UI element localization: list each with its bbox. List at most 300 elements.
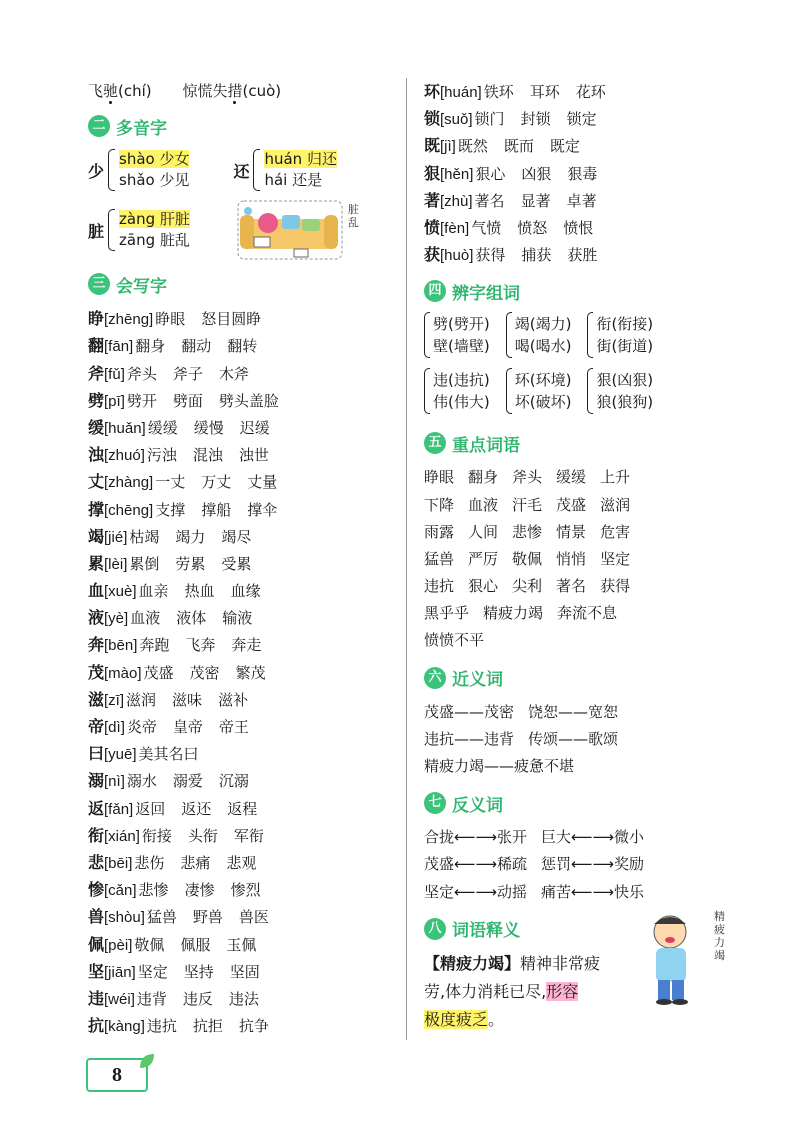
example-word: 狠心 xyxy=(475,164,506,183)
reading-b: hái 还是 xyxy=(264,171,323,190)
pair-word: 竭(竭力) xyxy=(514,315,572,334)
example-word: 丈量 xyxy=(247,473,278,492)
antonym-pair: 茂盛⟵⟶稀疏 xyxy=(424,855,528,874)
key-word-row xyxy=(424,519,744,546)
char: 环 xyxy=(424,82,441,101)
key-word: 猛兽 xyxy=(424,549,455,568)
definition-highlight: 极度疲乏 xyxy=(424,1009,489,1029)
pinyin: [fèn] xyxy=(440,219,470,237)
example-word: 敬佩 xyxy=(134,935,165,954)
example-word: 热血 xyxy=(184,582,215,601)
example-word: 坚定 xyxy=(137,962,168,981)
synonym-pair-row xyxy=(424,699,744,726)
char: 愤 xyxy=(424,217,441,237)
example-word: 佩服 xyxy=(180,935,211,954)
key-word-list xyxy=(424,464,744,654)
char-entry xyxy=(88,931,388,958)
example-word: 惨烈 xyxy=(230,881,261,900)
char: 斧 xyxy=(88,363,105,383)
key-word: 上升 xyxy=(600,468,631,487)
char-entry xyxy=(88,414,388,441)
char-entry xyxy=(424,78,744,105)
key-word: 斧头 xyxy=(512,468,543,487)
example-word: 怒目圆睁 xyxy=(201,310,262,329)
pair-word: 坏(破坏) xyxy=(514,393,572,412)
key-word: 黑乎乎 xyxy=(424,604,470,623)
pinyin: [hěn] xyxy=(440,165,474,183)
pinyin: [wéi] xyxy=(104,990,135,1008)
key-word-row xyxy=(424,600,744,627)
definition-text xyxy=(424,950,634,1034)
char: 抗 xyxy=(88,1016,105,1036)
definition-part: 。 xyxy=(488,1009,505,1029)
pinyin: [fǎn] xyxy=(104,800,134,818)
section-number: 五 xyxy=(424,432,446,454)
example-word: 狠毒 xyxy=(567,164,598,183)
example-word: 翻转 xyxy=(227,337,258,356)
example-word: 迟缓 xyxy=(239,418,270,437)
char-entry xyxy=(88,305,388,332)
example-word: 缓缓 xyxy=(147,418,178,437)
definition-part: 精神非常疲 xyxy=(520,953,601,973)
char: 返 xyxy=(88,798,105,818)
example-word: 滋味 xyxy=(172,690,203,709)
reading-a: shào 少女 xyxy=(119,150,190,169)
reading-a: zàng 肝脏 xyxy=(119,210,190,229)
poly-huan xyxy=(233,149,336,191)
example-word: 美其名曰 xyxy=(138,745,199,764)
key-word-row xyxy=(424,573,744,600)
char: 惨 xyxy=(88,880,105,900)
example-word: 愤怒 xyxy=(517,218,548,237)
section-number: 六 xyxy=(424,667,446,689)
char-entry xyxy=(88,958,388,985)
example-word: 一丈 xyxy=(155,473,186,492)
messy-sofa-illustration xyxy=(234,197,364,263)
key-word: 奔流不息 xyxy=(557,604,618,623)
example-word: 返还 xyxy=(181,799,212,818)
char-entry xyxy=(88,387,388,414)
pinyin: [zhēng] xyxy=(104,311,154,329)
section-antonyms xyxy=(424,788,744,818)
section-number: 三 xyxy=(88,273,110,295)
char: 浊 xyxy=(88,445,105,465)
pinyin: [bēi] xyxy=(104,854,133,872)
char-pair xyxy=(424,368,490,414)
example-word: 斧子 xyxy=(172,364,203,383)
char-list xyxy=(424,78,744,268)
example-word: 沉溺 xyxy=(218,772,249,791)
example-word: 睁眼 xyxy=(155,310,186,329)
key-word: 尖利 xyxy=(512,577,543,596)
char-entry xyxy=(88,849,388,876)
definition-term: 【精疲力竭】 xyxy=(424,953,521,973)
char: 累 xyxy=(88,553,105,573)
example-word: 劳累 xyxy=(175,554,206,573)
example-word: 违法 xyxy=(228,989,259,1008)
char-entry xyxy=(88,468,388,495)
example-word: 血缘 xyxy=(230,582,261,601)
char: 竭 xyxy=(88,526,105,546)
example-word: 茂盛 xyxy=(143,663,174,682)
example-word: 溺爱 xyxy=(172,772,203,791)
example-word: 显著 xyxy=(520,191,551,210)
char: 丈 xyxy=(88,472,105,492)
pair-word: 街(街道) xyxy=(596,337,654,356)
key-word: 狠心 xyxy=(468,577,499,596)
example-word: 头衔 xyxy=(187,826,218,845)
pinyin: [dì] xyxy=(104,719,125,736)
key-word: 敬佩 xyxy=(512,549,543,568)
pinyin: [jiān] xyxy=(104,963,136,981)
section-key-words xyxy=(424,428,744,458)
tired-boy-illustration xyxy=(634,910,734,1010)
leaf-icon xyxy=(138,1052,156,1070)
example-word: 既定 xyxy=(549,137,580,156)
pinyin: [xuè] xyxy=(104,583,137,601)
example-word: 劈面 xyxy=(172,391,203,410)
section-distinguish xyxy=(424,276,744,306)
section-title: 反义词 xyxy=(452,795,503,816)
key-word-row xyxy=(424,492,744,519)
example-word: 坚持 xyxy=(183,962,214,981)
char: 狠 xyxy=(424,163,441,183)
char: 悲 xyxy=(88,852,105,872)
section-number: 七 xyxy=(424,792,446,814)
brace xyxy=(506,368,512,414)
example-word: 获胜 xyxy=(567,246,598,265)
pair-word: 伟(伟大) xyxy=(433,393,490,412)
char: 劈 xyxy=(88,390,105,410)
example-word: 输液 xyxy=(222,609,253,628)
brace xyxy=(108,149,115,191)
pinyin: [zhuó] xyxy=(104,447,145,465)
example-word: 万丈 xyxy=(201,473,232,492)
example-word: 既而 xyxy=(503,137,534,156)
example-word: 血亲 xyxy=(138,582,169,601)
key-word: 精疲力竭 xyxy=(483,604,544,623)
char-pair xyxy=(506,368,572,414)
example-word: 皇帝 xyxy=(172,718,203,736)
section-number: 四 xyxy=(424,280,446,302)
section-title: 会写字 xyxy=(116,276,167,297)
pinyin: [cǎn] xyxy=(104,882,137,900)
pair-word: 环(环境) xyxy=(514,371,572,390)
char-entry xyxy=(424,105,744,132)
example-word: 锁门 xyxy=(474,110,505,129)
pinyin: [pī] xyxy=(104,392,125,410)
pair-word: 狼(狼狗) xyxy=(596,393,654,412)
char-entry xyxy=(88,985,388,1012)
example-word: 撑伞 xyxy=(247,500,278,519)
right-column xyxy=(424,78,744,1034)
char: 兽 xyxy=(88,907,105,927)
example-word: 返程 xyxy=(227,799,258,818)
illustration-label: 精疲力竭 xyxy=(714,909,725,962)
section-title: 多音字 xyxy=(116,118,167,139)
section-writing-chars xyxy=(88,269,388,299)
poly-char: 脏 xyxy=(88,221,105,241)
synonym-pair: 茂盛——茂密 xyxy=(424,702,515,721)
example-word: 凄惨 xyxy=(184,881,215,900)
example-word: 悲伤 xyxy=(134,853,165,872)
char: 帝 xyxy=(88,717,105,736)
char-entry xyxy=(88,604,388,631)
key-word: 茂盛 xyxy=(556,495,587,514)
antonym-pair: 惩罚⟵⟶奖励 xyxy=(541,855,645,874)
char-entry xyxy=(88,767,388,794)
example-word: 愤恨 xyxy=(563,218,594,237)
top-line xyxy=(88,78,388,105)
key-word: 汗毛 xyxy=(512,495,543,514)
example-word: 悲痛 xyxy=(180,853,211,872)
char: 佩 xyxy=(88,934,105,954)
char-entry xyxy=(88,713,388,740)
key-word: 悄悄 xyxy=(556,549,587,568)
pair-word: 喝(喝水) xyxy=(514,337,572,356)
char: 锁 xyxy=(424,109,441,129)
example-word: 血液 xyxy=(130,609,161,628)
example-word: 帝王 xyxy=(218,718,249,736)
section-title: 辨字组词 xyxy=(452,283,520,304)
example-word: 劈头盖脸 xyxy=(218,391,279,410)
pinyin: [kàng] xyxy=(104,1018,145,1036)
brace xyxy=(108,209,115,251)
section-title: 重点词语 xyxy=(452,435,520,456)
example-word: 累倒 xyxy=(129,554,160,573)
char-entry xyxy=(88,360,388,387)
key-word: 下降 xyxy=(424,495,455,514)
poly-char: 还 xyxy=(233,161,250,181)
example-word: 木斧 xyxy=(218,364,249,383)
poly-char: 少 xyxy=(88,161,105,181)
char: 缓 xyxy=(88,417,105,437)
char: 撑 xyxy=(88,499,105,519)
brace xyxy=(424,312,430,358)
pinyin: [huán] xyxy=(440,84,482,101)
antonym-pair-row xyxy=(424,879,744,906)
example-word: 炎帝 xyxy=(126,718,157,736)
char-entry xyxy=(88,332,388,359)
brace xyxy=(587,368,593,414)
example-word: 斧头 xyxy=(126,364,157,383)
pinyin: [nì] xyxy=(104,773,125,791)
char-entry xyxy=(88,441,388,468)
key-word: 血液 xyxy=(468,495,499,514)
pinyin: [pèi] xyxy=(104,936,133,954)
example-word: 滋润 xyxy=(126,690,157,709)
brace xyxy=(253,149,260,191)
key-word: 翻身 xyxy=(468,468,499,487)
pinyin: [bēn] xyxy=(104,637,138,655)
example-word: 违反 xyxy=(182,989,213,1008)
definition-part: 劳,体力消耗已尽, xyxy=(424,981,547,1001)
key-word-row xyxy=(424,464,744,491)
char: 著 xyxy=(424,190,441,210)
key-word: 坚定 xyxy=(600,549,631,568)
key-word: 情景 xyxy=(556,522,587,541)
example-word: 锁定 xyxy=(566,110,597,129)
pinyin: [yuē] xyxy=(104,746,137,764)
synonym-pair-row xyxy=(424,753,744,780)
example-word: 劈开 xyxy=(126,391,157,410)
example-word: 卓著 xyxy=(566,191,597,210)
example-word: 浊世 xyxy=(238,446,269,465)
poly-zang xyxy=(88,209,190,251)
char: 奔 xyxy=(88,635,105,655)
example-word: 获得 xyxy=(475,246,506,265)
example-word: 野兽 xyxy=(192,908,223,927)
char-entry xyxy=(88,550,388,577)
char: 既 xyxy=(424,136,441,156)
antonym-pair-row xyxy=(424,824,744,851)
char-entry xyxy=(424,241,744,268)
char: 溺 xyxy=(88,771,105,791)
example-word: 污浊 xyxy=(146,446,177,465)
char-entry xyxy=(88,740,388,767)
key-word-row xyxy=(424,546,744,573)
synonym-pair: 精疲力竭——疲惫不堪 xyxy=(424,757,575,775)
key-word-row xyxy=(424,627,744,654)
antonym-pair-row xyxy=(424,851,744,878)
synonym-pair: 违抗——违背 xyxy=(424,729,515,748)
section-title: 近义词 xyxy=(452,670,503,691)
brace xyxy=(424,368,430,414)
char: 违 xyxy=(88,988,105,1008)
pair-word: 劈(劈开) xyxy=(433,315,490,334)
pinyin: [zhù] xyxy=(440,192,473,210)
word-jinghuang: 惊慌失措(cuò) xyxy=(182,82,282,100)
pinyin: [xián] xyxy=(104,827,140,845)
reading-a: huán 归还 xyxy=(264,150,337,169)
section-number: 八 xyxy=(424,918,446,940)
key-word: 滋润 xyxy=(600,495,631,514)
char: 茂 xyxy=(88,662,105,682)
key-word: 缓缓 xyxy=(556,468,587,487)
pinyin: [chēng] xyxy=(104,501,154,519)
char: 衔 xyxy=(88,825,105,845)
antonym-pair: 痛苦⟵⟶快乐 xyxy=(541,882,645,901)
char-pair xyxy=(587,312,653,358)
example-word: 飞奔 xyxy=(185,636,216,655)
char-entry xyxy=(88,496,388,523)
char-pair xyxy=(506,312,572,358)
section-title: 词语释义 xyxy=(452,921,520,942)
char: 坚 xyxy=(88,961,105,981)
example-word: 翻身 xyxy=(135,337,166,356)
char: 获 xyxy=(424,245,441,265)
page-number: 8 xyxy=(86,1058,148,1092)
example-word: 封锁 xyxy=(520,110,551,129)
pair-word: 狠(凶狠) xyxy=(596,371,654,390)
pinyin: [huǎn] xyxy=(104,419,146,437)
pinyin: [lèi] xyxy=(104,555,128,573)
synonym-pair-row xyxy=(424,726,744,753)
pair-word: 违(违抗) xyxy=(433,371,490,390)
char-list xyxy=(88,305,388,1039)
brace xyxy=(587,312,593,358)
char-pair xyxy=(587,368,653,414)
left-column xyxy=(88,78,388,1039)
example-word: 翻动 xyxy=(181,337,212,356)
char: 睁 xyxy=(88,309,105,329)
example-word: 繁茂 xyxy=(235,663,266,682)
example-word: 支撑 xyxy=(155,500,186,519)
key-word: 愤愤不平 xyxy=(424,631,485,650)
word-feichi: 飞驰(chí) xyxy=(88,82,152,100)
key-word: 悲惨 xyxy=(512,522,543,541)
example-word: 茂密 xyxy=(189,663,220,682)
char-entry xyxy=(88,822,388,849)
example-word: 滋补 xyxy=(218,690,249,709)
key-word: 危害 xyxy=(600,522,631,541)
example-word: 抗争 xyxy=(238,1017,269,1036)
example-word: 玉佩 xyxy=(226,935,257,954)
char: 翻 xyxy=(88,336,105,356)
pair-word: 壁(墙壁) xyxy=(433,337,490,356)
pinyin: [yè] xyxy=(104,610,129,628)
illustration-label: 脏乱 xyxy=(347,203,359,230)
example-word: 悲观 xyxy=(226,853,257,872)
char-entry xyxy=(424,132,744,159)
pinyin: [zhàng] xyxy=(104,474,154,492)
example-word: 竭力 xyxy=(175,527,206,546)
example-word: 受累 xyxy=(221,554,252,573)
pinyin: [shòu] xyxy=(104,909,145,927)
char-entry xyxy=(424,160,744,187)
example-word: 撑船 xyxy=(201,500,232,519)
example-word: 违抗 xyxy=(146,1017,177,1036)
char-entry xyxy=(88,631,388,658)
tired-boy-icon xyxy=(634,910,710,1010)
example-word: 混浊 xyxy=(192,446,223,465)
pair-word: 衔(衔接) xyxy=(596,315,654,334)
example-word: 兽医 xyxy=(238,908,269,927)
key-word: 著名 xyxy=(556,577,587,596)
synonym-list xyxy=(424,699,744,781)
antonym-pair: 坚定⟵⟶动摇 xyxy=(424,882,528,901)
pinyin: [zī] xyxy=(104,691,125,709)
poly-shao xyxy=(88,149,189,191)
example-word: 军衔 xyxy=(233,826,264,845)
char-entry xyxy=(88,903,388,930)
char: 曰 xyxy=(88,744,105,764)
char: 液 xyxy=(88,608,105,628)
distinguish-row xyxy=(424,312,744,362)
example-word: 返回 xyxy=(135,799,166,818)
char-entry xyxy=(88,577,388,604)
key-word: 获得 xyxy=(600,577,631,596)
synonym-pair: 传颂——歌颂 xyxy=(528,729,619,748)
example-word: 著名 xyxy=(474,191,505,210)
key-word: 人间 xyxy=(468,522,499,541)
reading-b: zāng 脏乱 xyxy=(119,231,190,250)
section-number: 二 xyxy=(88,115,110,137)
key-word: 睁眼 xyxy=(424,468,455,487)
char-pair xyxy=(424,312,490,358)
section-polyphonic xyxy=(88,111,388,141)
char-entry xyxy=(424,187,744,214)
distinguish-row xyxy=(424,368,744,418)
char: 血 xyxy=(88,581,105,601)
example-word: 抗拒 xyxy=(192,1017,223,1036)
pinyin: [jié] xyxy=(104,528,128,546)
example-word: 衔接 xyxy=(141,826,172,845)
pinyin: [huò] xyxy=(440,247,474,265)
example-word: 花环 xyxy=(575,83,606,101)
char-entry xyxy=(88,686,388,713)
key-word: 违抗 xyxy=(424,577,455,596)
